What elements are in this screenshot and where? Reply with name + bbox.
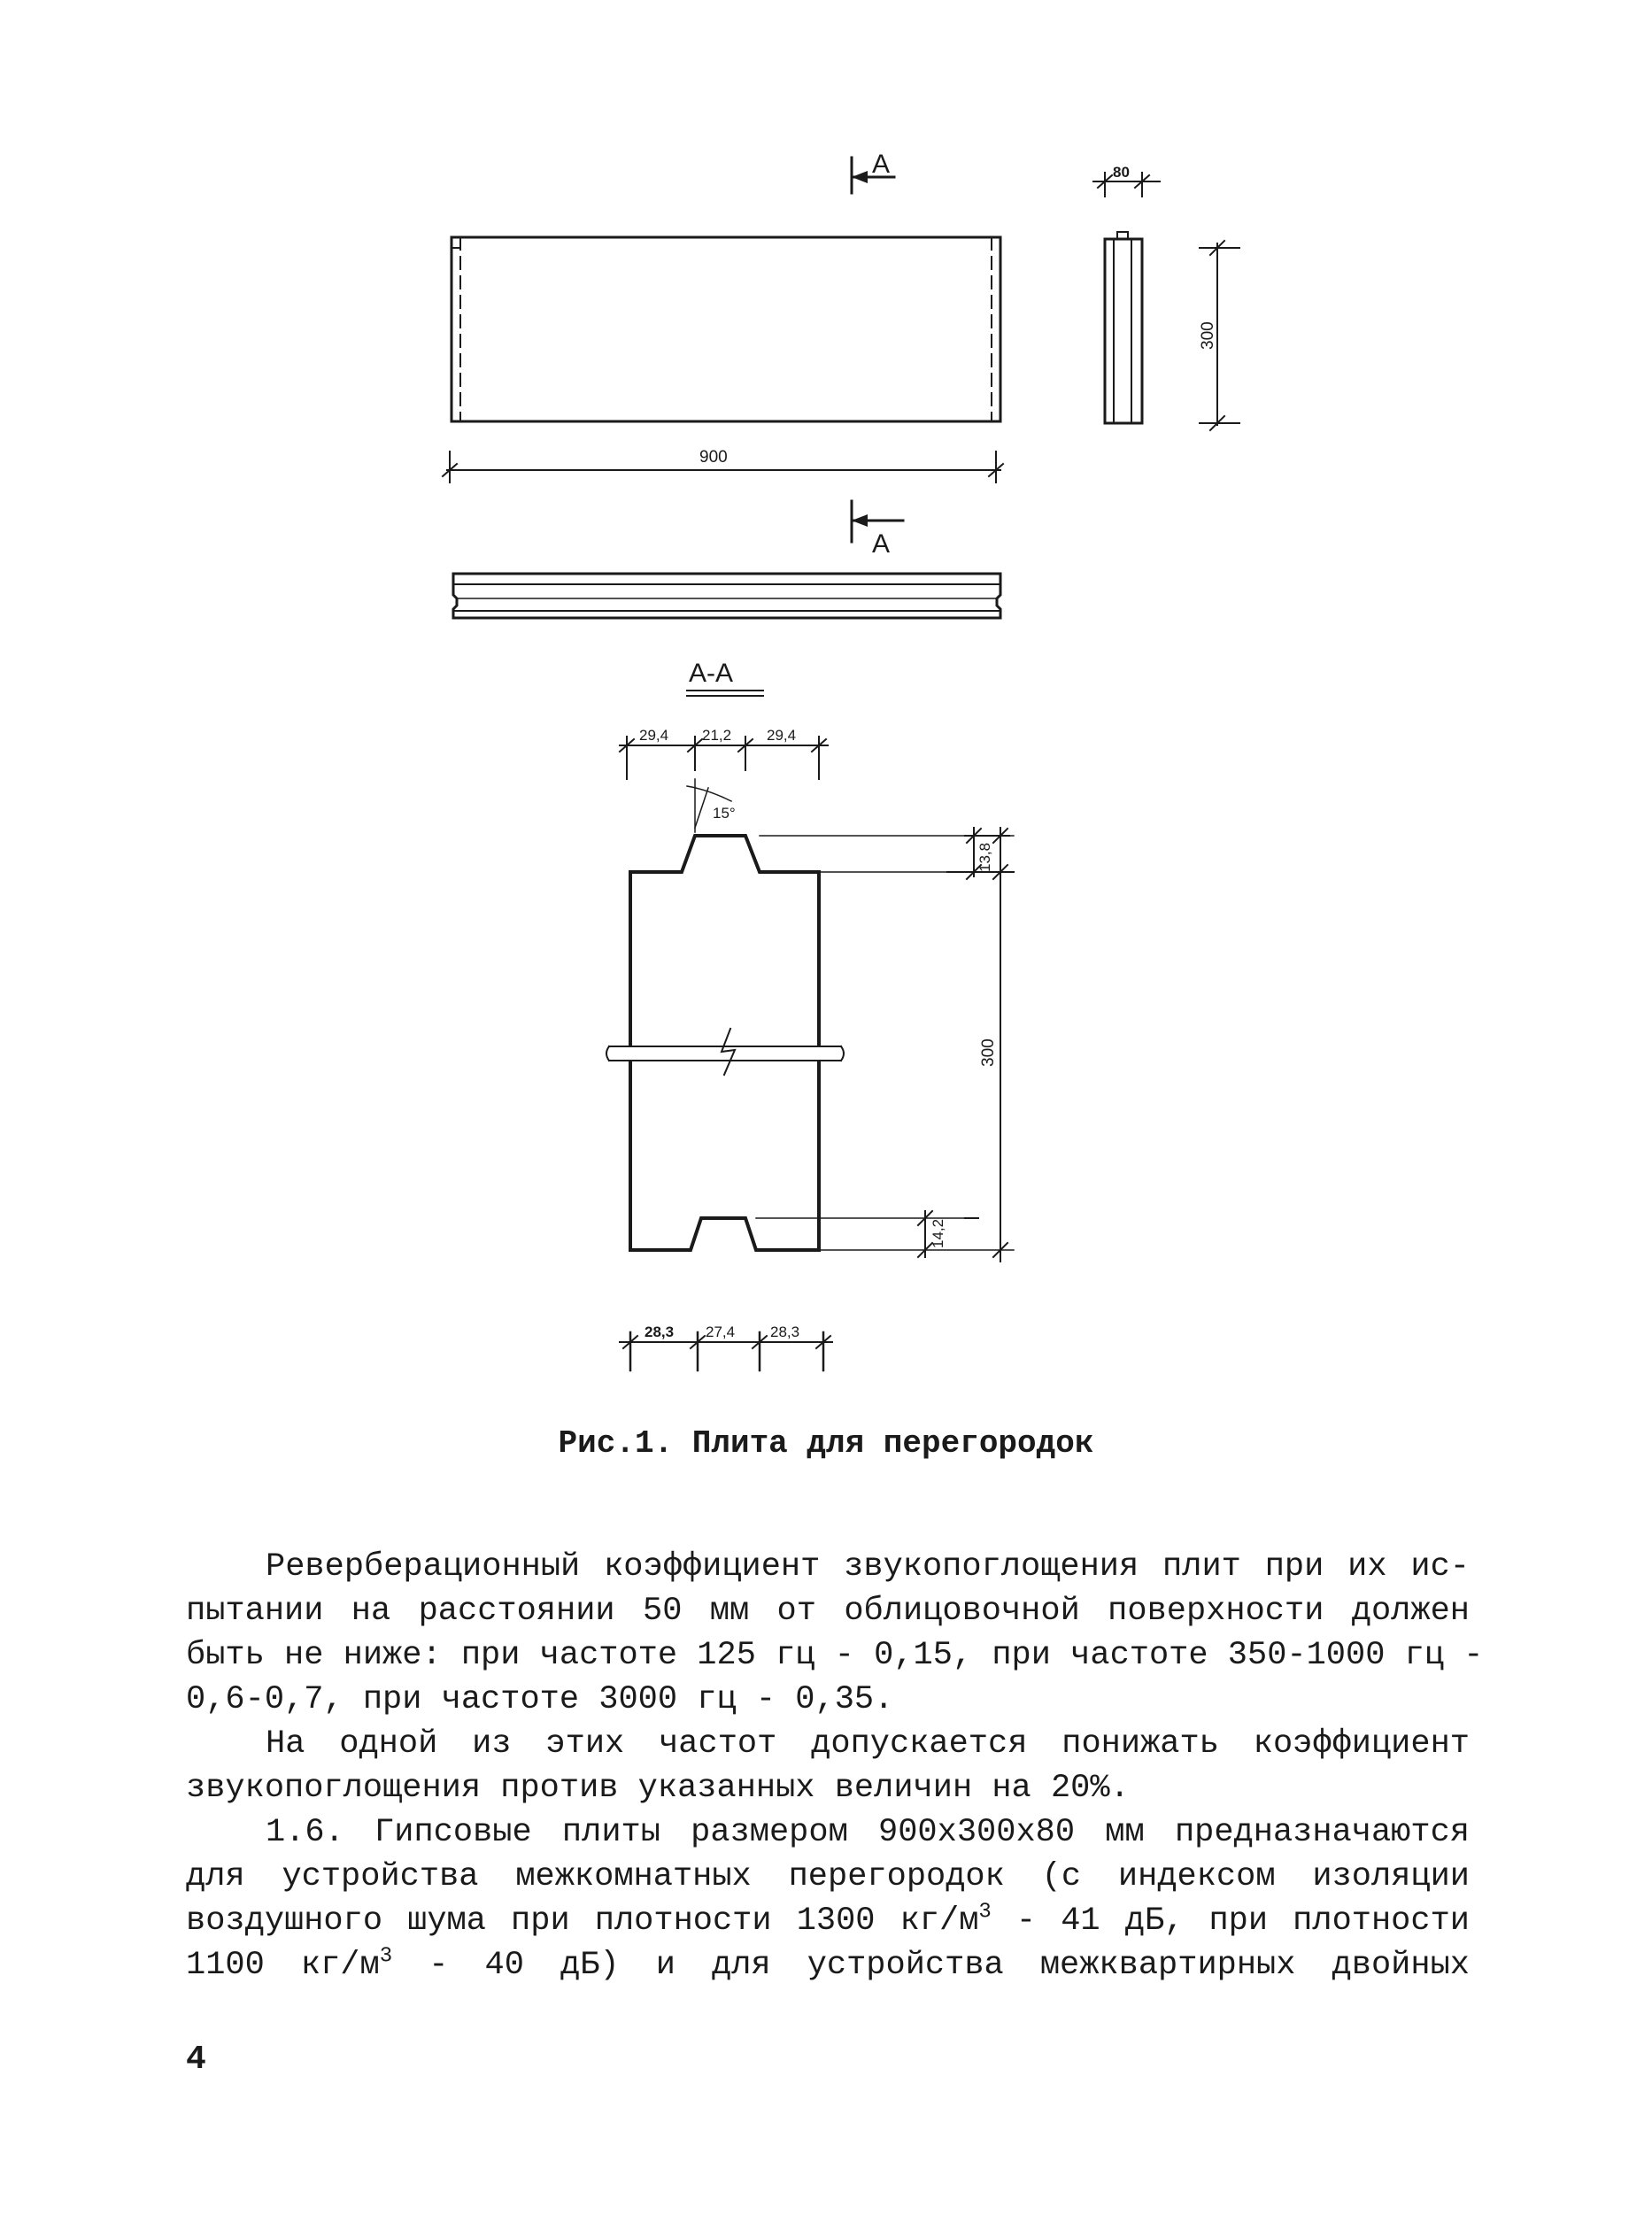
dim-length-900: [443, 448, 1003, 482]
dim-ridge-label: 13,8: [977, 842, 993, 872]
dim-length-label: 900: [699, 448, 728, 467]
dim-section-right: [756, 828, 1014, 1262]
section-mark-bottom: [852, 501, 903, 559]
body-text: [186, 1545, 1484, 1987]
section-mark-top: [852, 150, 894, 193]
dim-height-300-side: [1199, 241, 1239, 430]
dim-angle-label: 15°: [713, 805, 736, 822]
dim-groove-label: 14,2: [930, 1218, 946, 1248]
dim-bot-right-label: 28,3: [770, 1324, 800, 1340]
dim-bot-mid-label: 27,4: [706, 1324, 736, 1340]
dim-section-height-label: 300: [979, 1038, 998, 1067]
section-title-label: А-А: [689, 659, 734, 688]
text-line: пытании на расстоянии 50 мм от облицовочной поверхности должен: [186, 1593, 1470, 1630]
dim-section-bottom: [620, 1324, 832, 1370]
section-mark-top-label: А: [872, 150, 891, 179]
figure-caption: Рис.1. Плита для перегородок: [558, 1425, 1094, 1462]
text-line: быть не ниже: при частоте 125 гц - 0,15, при частоте 350-1000 гц -: [186, 1637, 1484, 1674]
dim-thickness-label: 80: [1113, 164, 1130, 181]
plate-top-view: [453, 574, 1000, 618]
text-line: звукопоглощения против указанных величин на 20%.: [186, 1770, 1130, 1807]
page-number: 4: [186, 2041, 206, 2079]
text-segment: 1100 кг/м: [186, 1947, 380, 1984]
dim-top-left-label: 29,4: [639, 727, 669, 744]
text-line: 0,6-0,7, при частоте 3000 гц - 0,35.: [186, 1681, 894, 1718]
text-line: для устройства межкомнатных перегородок (с индексом изоляции: [186, 1858, 1470, 1895]
plate-front-view: [452, 237, 1000, 421]
superscript: 3: [379, 1944, 393, 1969]
text-line-density-1100: [186, 1943, 1470, 1987]
section-mark-bottom-label: А: [872, 529, 891, 559]
plate-side-view: [1105, 232, 1142, 423]
dim-top-right-label: 29,4: [767, 727, 797, 744]
dim-height-side-label: 300: [1199, 321, 1217, 350]
dim-bot-left-label: 28,3: [645, 1324, 675, 1340]
superscript: 3: [978, 1900, 992, 1925]
section-title: [687, 659, 763, 696]
text-line: На одной из этих частот допускается понижать коэффициент: [266, 1725, 1470, 1763]
text-line-density-1300: [186, 1899, 1470, 1943]
dim-thickness-80: [1093, 164, 1160, 197]
dim-angle: [687, 779, 736, 832]
dim-section-top: [620, 727, 828, 779]
text-line: 1.6. Гипсовые плиты размером 900х300х80 мм предназначаются: [266, 1814, 1470, 1851]
section-profile: [606, 836, 844, 1250]
text-segment: - 41 дБ, при плотности: [991, 1902, 1470, 1940]
text-segment: воздушного шума при плотности 1300 кг/м: [186, 1902, 979, 1940]
dim-top-mid-label: 21,2: [702, 727, 732, 744]
text-line: Реверберационный коэффициент звукопоглощения плит при их ис-: [266, 1548, 1470, 1586]
text-segment: - 40 дБ) и для устройства межквартирных двойных: [392, 1947, 1470, 1984]
